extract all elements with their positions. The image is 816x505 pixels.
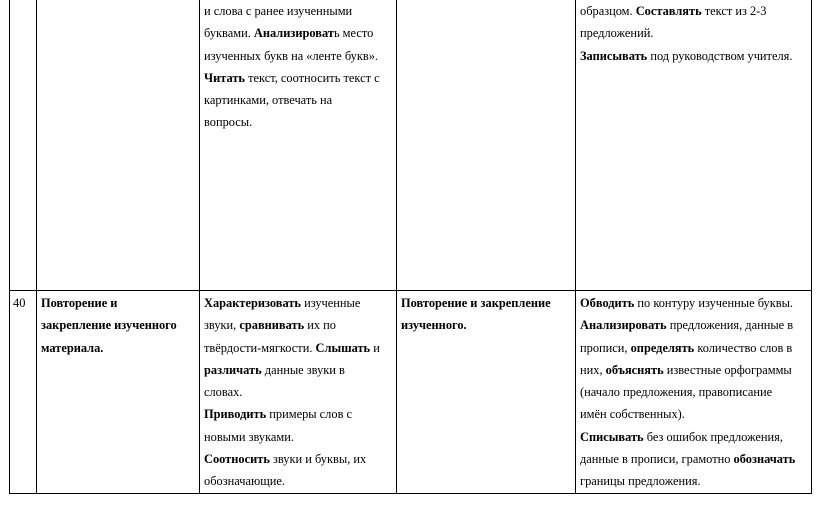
activity-line: новыми звуками.	[204, 429, 294, 444]
activity-line: картинками, отвечать на	[204, 93, 333, 108]
activity-line: Читать текст, соотносить текст с	[204, 70, 380, 85]
activity-line: обозначающие.	[204, 474, 285, 489]
student-line: имён собственных).	[580, 407, 685, 422]
lesson-cell	[397, 291, 576, 494]
student-line: образцом. Составлять текст из 2-3	[580, 4, 767, 18]
student-activity-cell	[576, 0, 812, 291]
activity-line: и слова с ранее изученными	[204, 4, 353, 18]
activity-line: Характеризовать изученные	[204, 296, 361, 310]
table-row	[10, 291, 812, 494]
topic-line: материала.	[41, 340, 104, 355]
activity-line: словах.	[204, 385, 243, 400]
activity-line: вопросы.	[204, 115, 253, 130]
table-row	[10, 0, 812, 291]
topic-cell	[37, 291, 200, 494]
activity-line: Соотносить звуки и буквы, их	[204, 452, 367, 467]
student-line: границы предложения.	[580, 474, 701, 489]
activity-line: твёрдости-мягкости. Слышать и	[204, 340, 380, 355]
student-line: данные в прописи, грамотно обозначать	[580, 452, 796, 467]
curriculum-table	[9, 0, 812, 494]
student-line: Списывать без ошибок предложения,	[580, 429, 783, 444]
activity-line: Приводить примеры слов с	[204, 407, 353, 422]
activity-cell	[200, 291, 397, 494]
activity-line: различать данные звуки в	[204, 362, 345, 377]
activity-cell	[200, 0, 397, 291]
student-line: прописи, определять количество слов в	[580, 340, 793, 355]
student-line: (начало предложения, правописание	[580, 385, 773, 400]
topic-line: закрепление изученного	[41, 318, 177, 333]
student-line: них, объяснять известные орфограммы	[580, 362, 792, 377]
student-line: предложений.	[580, 26, 654, 41]
lesson-line: изученного.	[401, 318, 467, 333]
activity-line: буквами. Анализировать место	[204, 26, 374, 41]
lesson-number-cell	[10, 0, 37, 291]
topic-cell	[37, 0, 200, 291]
activity-line: звуки, сравнивать их по	[204, 318, 336, 333]
lesson-line: Повторение и закрепление	[401, 296, 551, 310]
student-activity-cell	[576, 291, 812, 494]
lesson-number-cell: 40	[10, 291, 37, 494]
student-line: Записывать под руководством учителя.	[580, 48, 793, 63]
topic-line: Повторение и	[41, 296, 118, 310]
lesson-cell	[397, 0, 576, 291]
activity-line: изученных букв на «ленте букв».	[204, 48, 379, 63]
student-line: Анализировать предложения, данные в	[580, 318, 794, 333]
student-line: Обводить по контуру изученные буквы.	[580, 296, 794, 310]
